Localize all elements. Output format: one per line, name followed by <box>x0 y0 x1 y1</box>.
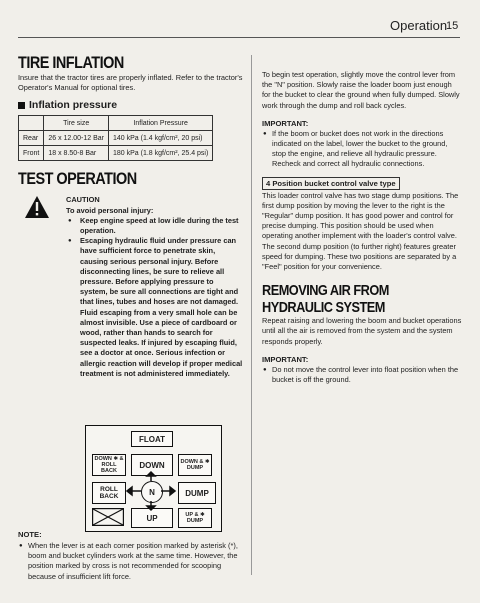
valve-type-label: 4 Position bucket control valve type <box>262 177 400 190</box>
up-position: UP <box>131 508 173 528</box>
table-row <box>19 131 213 146</box>
table-row <box>19 146 213 161</box>
table-header-cell: Inflation Pressure <box>109 116 213 131</box>
left-column <box>18 53 243 379</box>
caution-intro: To avoid personal injury: <box>66 205 154 215</box>
caution-list <box>66 216 243 379</box>
test-operation-heading: TEST OPERATION <box>18 169 137 189</box>
test-operation-paragraph: To begin test operation, slightly move the control lever from the "N" position. Slowly raise the loader boom just enough for the bucket to clear the ground when fully dumped. Slowly work through the dump and roll back cycles. <box>262 70 460 110</box>
note-list <box>18 541 243 582</box>
tire-table <box>18 115 213 161</box>
page-number: 15 <box>446 20 459 32</box>
warning-triangle-icon <box>24 195 50 219</box>
important-list <box>262 365 462 385</box>
inflation-subheading-text: Inflation pressure <box>29 99 118 112</box>
important-heading: IMPORTANT: <box>262 354 309 364</box>
down-position: DOWN <box>131 454 173 476</box>
caution-label: CAUTION <box>66 195 100 205</box>
table-cell: 18 x 8.50-8 Bar <box>44 146 109 161</box>
float-position: FLOAT <box>131 431 173 447</box>
removing-air-heading: REMOVING AIR FROM HYDRAULIC SYSTEM <box>262 282 389 317</box>
important-list <box>262 129 462 170</box>
down-dump-position: DOWN & ✱ DUMP <box>178 454 212 476</box>
table-header-cell <box>19 116 44 131</box>
section-title: Operation <box>390 18 448 33</box>
list-item: ● Do not move the control lever into float position when the bucket is off the ground. <box>272 365 462 385</box>
cross-mark-icon <box>92 508 124 526</box>
list-item: ● If the boom or bucket does not work in the directions indicated on the label, lower the bucket to the ground, stop the engine, and relieve all hydraulic pressure. Recheck and correct all hydraulic connections. <box>272 129 462 170</box>
dump-position: DUMP <box>178 482 216 504</box>
square-bullet-icon <box>18 102 25 109</box>
valve-description: This loader control valve has two stage dump positions. The first dump position by moving the lever to the right is the "Regular" dump position. It has good power and control for precise dumping. This position should be used when operating another implement with the loader's control valve. The second dump position (to further right) features greater speed for dumping. These two positions are separated by a "Feel" position for your convenience. <box>262 190 459 272</box>
right-column <box>262 70 462 385</box>
caution-block <box>18 195 243 379</box>
column-divider <box>251 55 252 575</box>
removing-air-paragraph: Repeat raising and lowering the boom and bucket operations until all the air is removed from the system and the system responds properly. <box>262 316 462 346</box>
important-heading: IMPORTANT: <box>262 118 309 128</box>
list-item: ● Escaping hydraulic fluid under pressure can have sufficient force to penetrate skin, causing serious personal injury. Before disconnecting lines, be sure to relieve all pressure. Before applying pressure to system, be sure all connections are tight and that lines, tubes and hoses are not damaged. Fluid escaping from a very small hole can be almost invisible. Use a piece of cardboard or wood, rather than hands to search for suspected leaks. If injured by escaping fluid, see a doctor at once. Serious infection or allergic reaction will develop if proper medical treatment is not administered immediately. <box>76 236 243 379</box>
table-header-cell: Tire size <box>44 116 109 131</box>
list-item: ● When the lever is at each corner position marked by asterisk (*), boom and bucket cylinders work at the same time. However, the position marked by cross is not recommended for scooping because of insufficient lift force. <box>28 541 243 582</box>
note-heading: NOTE: <box>18 530 42 539</box>
table-cell: 26 x 12.00-12 Bar <box>44 131 109 146</box>
table-header-row <box>19 116 213 131</box>
lever-position-panel <box>85 425 222 532</box>
list-item: ● Keep engine speed at low idle during the test operation. <box>76 216 243 236</box>
table-cell: Rear <box>19 131 44 146</box>
inflation-subheading <box>18 99 243 111</box>
caution-text <box>66 195 243 379</box>
table-cell: 140 kPa (1.4 kgf/cm², 20 psi) <box>109 131 213 146</box>
table-cell: 180 kPa (1.8 kgf/cm², 25.4 psi) <box>109 146 213 161</box>
header-rule <box>18 37 460 38</box>
neutral-position: N <box>141 481 163 503</box>
tire-intro: Insure that the tractor tires are properly inflated. Refer to the tractor's Operator's Manual for optional tires. <box>18 73 243 93</box>
table-cell: Front <box>19 146 44 161</box>
roll-back-position: ROLL BACK <box>92 482 126 504</box>
down-roll-back-position: DOWN ✱ & ROLL BACK <box>92 454 126 476</box>
up-dump-position: UP & ✱ DUMP <box>178 508 212 528</box>
note-block <box>18 530 243 582</box>
tire-inflation-heading: TIRE INFLATION <box>18 53 124 72</box>
